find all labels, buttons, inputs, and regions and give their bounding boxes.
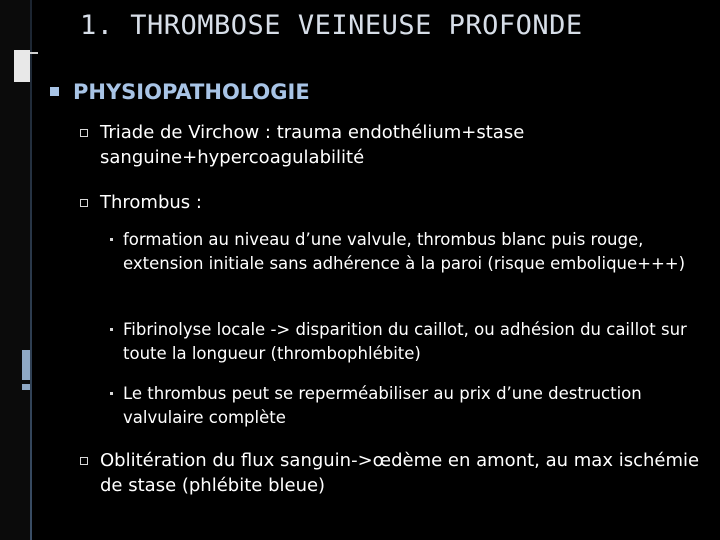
strip-edge-line (30, 0, 32, 540)
decorative-block-top (14, 50, 30, 82)
sub-bullet-text: Le thrombus peut se reperméabiliser au prix d’une destruction valvulaire complète (123, 384, 642, 427)
hollow-square-bullet-icon (80, 129, 88, 137)
section-heading-text: PHYSIOPATHOLOGIE (73, 80, 310, 104)
small-square-bullet-icon (110, 238, 113, 241)
hollow-square-bullet-icon (80, 199, 88, 207)
bullet-virchow (80, 120, 710, 170)
bullet-text: Triade de Virchow : trauma endothélium+stase sanguine+hypercoagulabilité (100, 122, 525, 168)
sub-bullet-text: Fibrinolyse locale -> disparition du caillot, ou adhésion du caillot sur toute la longueur (thrombophlébite) (123, 320, 687, 363)
bullet-obliteration (80, 448, 710, 498)
decorative-block-small (22, 384, 30, 390)
hollow-square-bullet-icon (80, 457, 88, 465)
small-square-bullet-icon (110, 392, 113, 395)
bullet-text: Oblitération du flux sanguin->œdème en amont, au max ischémie de stase (phlébite bleue) (100, 450, 700, 496)
sub-bullet-text: formation au niveau d’une valvule, thrombus blanc puis rouge, extension initiale sans adhérence à la paroi (risque embolique+++) (123, 230, 686, 273)
sub-bullet-fibrinolyse (110, 318, 700, 365)
section-heading (50, 80, 310, 104)
bullet-thrombus (80, 190, 710, 215)
bullet-text: Thrombus : (100, 192, 202, 213)
sub-bullet-repermeabilisation (110, 382, 700, 429)
slide-title: 1. THROMBOSE VEINEUSE PROFONDE (80, 10, 583, 41)
small-square-bullet-icon (110, 328, 113, 331)
square-bullet-icon (50, 87, 59, 96)
decorative-line (30, 52, 38, 54)
sub-bullet-formation (110, 228, 700, 275)
decorative-block-middle (22, 350, 30, 380)
